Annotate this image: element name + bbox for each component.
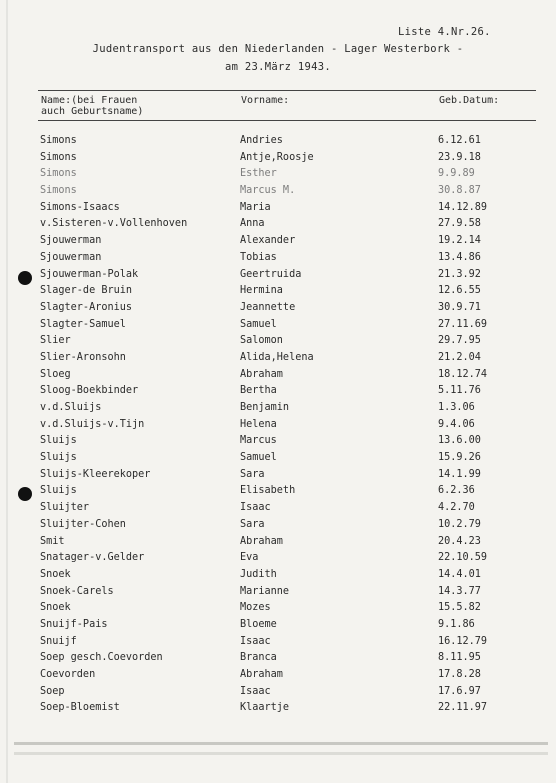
row-name: Slagter-Aronius bbox=[40, 301, 133, 313]
list-row bbox=[0, 267, 556, 284]
row-birthdate: 14.4.01 bbox=[438, 568, 481, 580]
list-row bbox=[0, 567, 556, 584]
row-name: Sloog-Boekbinder bbox=[40, 385, 139, 397]
list-row bbox=[0, 250, 556, 267]
row-birthdate: 14.3.77 bbox=[438, 585, 481, 597]
row-birthdate: 5.11.76 bbox=[438, 385, 481, 397]
row-firstname: Eva bbox=[240, 552, 259, 564]
row-firstname: Samuel bbox=[240, 452, 277, 464]
row-birthdate: 15.9.26 bbox=[438, 452, 481, 464]
row-birthdate: 30.9.71 bbox=[438, 301, 481, 313]
row-birthdate: 13.6.00 bbox=[438, 435, 481, 447]
list-row bbox=[0, 433, 556, 450]
row-firstname: Isaac bbox=[240, 502, 271, 514]
row-name: Soep-Bloemist bbox=[40, 702, 120, 714]
row-name: Simons bbox=[40, 151, 77, 163]
row-firstname: Andries bbox=[240, 135, 283, 146]
row-birthdate: 14.1.99 bbox=[438, 468, 481, 480]
row-birthdate: 9.1.86 bbox=[438, 618, 475, 630]
row-name: Sjouwerman bbox=[40, 251, 102, 263]
list-row bbox=[0, 467, 556, 484]
row-firstname: Isaac bbox=[240, 685, 271, 697]
row-name: Slager-de Bruin bbox=[40, 285, 133, 297]
row-name: Sjouwerman bbox=[40, 235, 102, 247]
row-name: v.d.Sluijs-v.Tijn bbox=[40, 418, 145, 430]
row-firstname: Bertha bbox=[240, 385, 277, 397]
list-row bbox=[0, 550, 556, 567]
row-name: v.d.Sluijs bbox=[40, 402, 102, 413]
row-name: Simons bbox=[40, 135, 77, 146]
list-row bbox=[0, 200, 556, 217]
row-name: Slier bbox=[40, 335, 71, 347]
row-firstname: Abraham bbox=[240, 535, 283, 547]
row-firstname: Helena bbox=[240, 418, 277, 430]
row-name: Sjouwerman-Polak bbox=[40, 268, 139, 280]
list-number: Liste 4.Nr.26. bbox=[398, 26, 491, 38]
list-row bbox=[0, 684, 556, 701]
row-birthdate: 9.4.06 bbox=[438, 418, 475, 430]
list-row bbox=[0, 216, 556, 233]
row-name: Coevorden bbox=[40, 669, 96, 680]
row-name: Sloeg bbox=[40, 368, 71, 380]
list-row bbox=[0, 650, 556, 667]
row-birthdate: 8.11.95 bbox=[438, 652, 481, 664]
list-row bbox=[0, 483, 556, 500]
list-row bbox=[0, 350, 556, 367]
document-date: am 23.März 1943. bbox=[225, 61, 331, 73]
row-firstname: Jeannette bbox=[240, 301, 296, 313]
row-name: Snuijf bbox=[40, 635, 77, 647]
row-firstname: Marianne bbox=[240, 585, 290, 597]
header-top-rule bbox=[38, 90, 536, 91]
row-birthdate: 21.2.04 bbox=[438, 351, 481, 363]
list-row bbox=[0, 300, 556, 317]
list-row bbox=[0, 450, 556, 467]
row-name: Snatager-v.Gelder bbox=[40, 552, 145, 564]
row-birthdate: 12.6.55 bbox=[438, 285, 481, 297]
list-row bbox=[0, 166, 556, 183]
row-name: Soep gesch.Coevorden bbox=[40, 652, 163, 664]
row-name: Sluijs bbox=[40, 485, 77, 497]
row-firstname: Samuel bbox=[240, 318, 277, 330]
row-name: Slagter-Samuel bbox=[40, 318, 126, 330]
document-title: Judentransport aus den Niederlanden - Lager Westerbork - bbox=[92, 43, 464, 55]
list-row bbox=[0, 584, 556, 601]
list-row bbox=[0, 700, 556, 717]
row-name: Simons bbox=[40, 185, 77, 197]
row-firstname: Judith bbox=[240, 568, 277, 580]
row-birthdate: 14.12.89 bbox=[438, 201, 488, 213]
list-row bbox=[0, 133, 556, 150]
row-birthdate: 13.4.86 bbox=[438, 251, 481, 263]
row-firstname: Esther bbox=[240, 168, 277, 180]
list-row bbox=[0, 183, 556, 200]
list-row bbox=[0, 617, 556, 634]
row-birthdate: 27.9.58 bbox=[438, 218, 481, 230]
row-firstname: Elisabeth bbox=[240, 485, 296, 497]
row-birthdate: 22.10.59 bbox=[438, 552, 488, 564]
row-birthdate: 1.3.06 bbox=[438, 402, 475, 413]
row-firstname: Bloeme bbox=[240, 618, 277, 630]
row-firstname: Mozes bbox=[240, 602, 271, 614]
row-name: Simons-Isaacs bbox=[40, 201, 120, 213]
row-firstname: Alida,Helena bbox=[240, 351, 314, 363]
list-row bbox=[0, 517, 556, 534]
list-row bbox=[0, 233, 556, 250]
list-row bbox=[0, 317, 556, 334]
row-firstname: Sara bbox=[240, 518, 265, 530]
row-birthdate: 9.9.89 bbox=[438, 168, 475, 180]
row-firstname: Tobias bbox=[240, 251, 277, 263]
row-firstname: Isaac bbox=[240, 635, 271, 647]
row-name: Simons bbox=[40, 168, 77, 180]
row-name: Sluijter-Cohen bbox=[40, 518, 126, 530]
row-firstname: Antje,Roosje bbox=[240, 151, 314, 163]
page-bottom-edge-2 bbox=[14, 752, 548, 755]
row-birthdate: 4.2.70 bbox=[438, 502, 475, 514]
row-firstname: Anna bbox=[240, 218, 265, 230]
row-name: Sluijs-Kleerekoper bbox=[40, 468, 151, 480]
row-birthdate: 18.12.74 bbox=[438, 368, 488, 380]
row-name: Snuijf-Pais bbox=[40, 618, 108, 630]
row-name: Soep bbox=[40, 685, 65, 697]
row-birthdate: 27.11.69 bbox=[438, 318, 488, 330]
row-name: Smit bbox=[40, 535, 65, 547]
row-name: Snoek bbox=[40, 602, 71, 614]
row-birthdate: 6.12.61 bbox=[438, 135, 481, 146]
list-row bbox=[0, 500, 556, 517]
row-name: Snoek-Carels bbox=[40, 585, 114, 597]
row-firstname: Salomon bbox=[240, 335, 283, 347]
list-row bbox=[0, 333, 556, 350]
list-row bbox=[0, 667, 556, 684]
column-header-name: Name:(bei Frauen auch Geburtsname) bbox=[41, 95, 144, 117]
row-firstname: Benjamin bbox=[240, 402, 290, 413]
row-birthdate: 15.5.82 bbox=[438, 602, 481, 614]
row-firstname: Alexander bbox=[240, 235, 296, 247]
row-birthdate: 17.8.28 bbox=[438, 669, 481, 680]
person-list bbox=[0, 133, 556, 717]
row-birthdate: 10.2.79 bbox=[438, 518, 481, 530]
row-birthdate: 22.11.97 bbox=[438, 702, 488, 714]
row-birthdate: 19.2.14 bbox=[438, 235, 481, 247]
list-row bbox=[0, 400, 556, 417]
row-name: Snoek bbox=[40, 568, 71, 580]
list-row bbox=[0, 367, 556, 384]
row-birthdate: 6.2.36 bbox=[438, 485, 475, 497]
row-name: Sluijs bbox=[40, 435, 77, 447]
list-row bbox=[0, 534, 556, 551]
row-birthdate: 30.8.87 bbox=[438, 185, 481, 197]
row-firstname: Klaartje bbox=[240, 702, 290, 714]
column-header-firstname: Vorname: bbox=[241, 95, 290, 106]
list-row bbox=[0, 150, 556, 167]
list-row bbox=[0, 600, 556, 617]
row-firstname: Geertruida bbox=[240, 268, 302, 280]
row-firstname: Marcus M. bbox=[240, 185, 296, 197]
column-header-birthdate: Geb.Datum: bbox=[439, 95, 500, 106]
list-row bbox=[0, 383, 556, 400]
row-firstname: Sara bbox=[240, 468, 265, 480]
row-firstname: Hermina bbox=[240, 285, 283, 297]
page-bottom-edge bbox=[14, 742, 548, 745]
row-name: Sluijter bbox=[40, 502, 90, 514]
list-row bbox=[0, 283, 556, 300]
row-firstname: Abraham bbox=[240, 368, 283, 380]
row-firstname: Marcus bbox=[240, 435, 277, 447]
row-birthdate: 21.3.92 bbox=[438, 268, 481, 280]
row-birthdate: 16.12.79 bbox=[438, 635, 488, 647]
row-birthdate: 29.7.95 bbox=[438, 335, 481, 347]
list-row bbox=[0, 417, 556, 434]
list-row bbox=[0, 634, 556, 651]
row-firstname: Maria bbox=[240, 201, 271, 213]
row-firstname: Abraham bbox=[240, 669, 283, 680]
row-name: v.Sisteren-v.Vollenhoven bbox=[40, 218, 188, 230]
row-birthdate: 20.4.23 bbox=[438, 535, 481, 547]
row-name: Sluijs bbox=[40, 452, 77, 464]
row-firstname: Branca bbox=[240, 652, 277, 664]
row-birthdate: 23.9.18 bbox=[438, 151, 481, 163]
header-bottom-rule bbox=[38, 120, 536, 121]
row-name: Slier-Aronsohn bbox=[40, 351, 126, 363]
row-birthdate: 17.6.97 bbox=[438, 685, 481, 697]
